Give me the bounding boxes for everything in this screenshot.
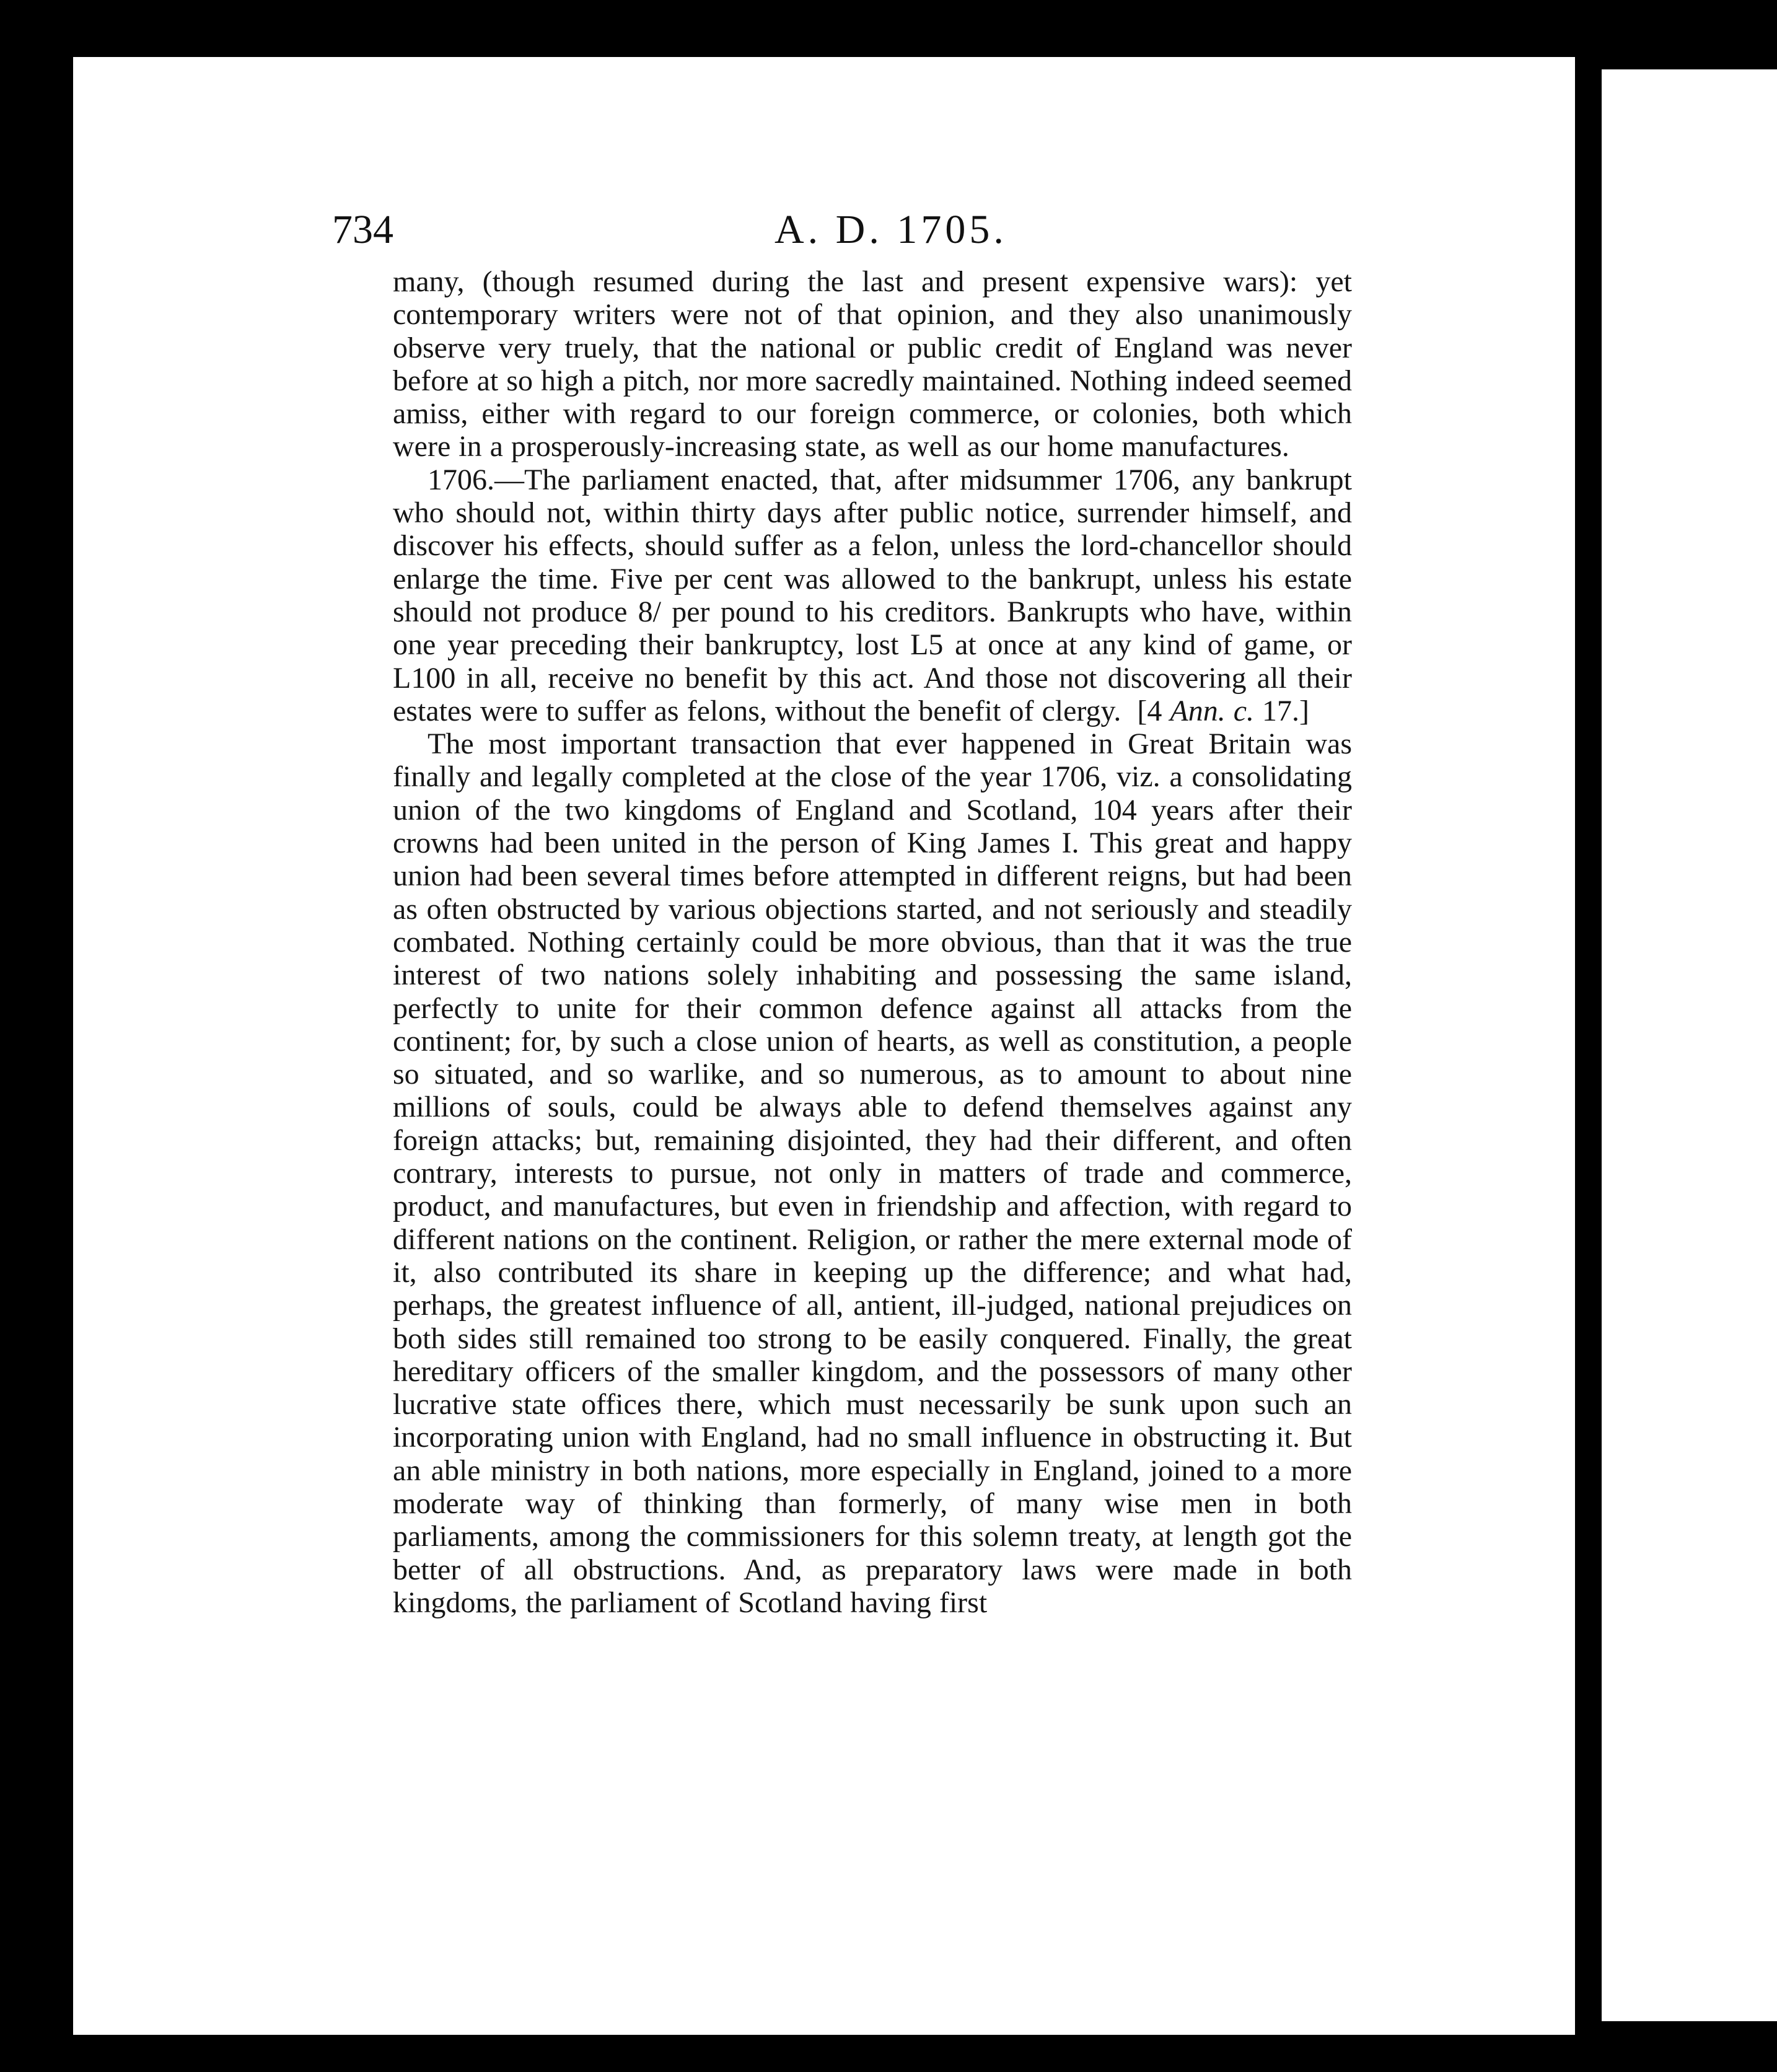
page-number: 734 — [332, 207, 393, 252]
body-text — [393, 265, 1352, 1619]
paragraph-union: The most important transaction that ever happened in Great Britain was finally and legally completed at the close of the year 1706, viz. a consolidating union of the two kingdoms of England and Scotland, 104 years after their crowns had been united in the person of King James I. This great and happy union had been several times before attempted in different reigns, but had been as often obstructed by various objections started, and not seriously and steadily combated. Nothing certainly could be more obvious, than that it was the true interest of two nations solely inhabiting and possessing the same island, perfectly to unite for their common defence against all attacks from the continent; for, by such a close union of hearts, as well as constitution, a people so situated, and so warlike, and so numerous, as to amount to about nine millions of souls, could be always able to defend themselves against any foreign attacks; but, remaining disjointed, they had their different, and often contrary, interests to pursue, not only in matters of trade and commerce, product, and manufactures, but even in friendship and affection, with regard to different nations on the continent. Religion, or rather the mere external mode of it, also contributed its share in keeping up the difference; and what had, perhaps, the greatest influence of all, antient, ill-judged, national prejudices on both sides still remained too strong to be easily conquered. Finally, the great hereditary officers of the smaller kingdom, and the possessors of many other lucrative state offices there, which must necessarily be sunk upon such an incorporating union with England, had no small influence in obstructing it. But an able ministry in both nations, more especially in England, joined to a more moderate way of thinking than formerly, of many wise men in both parliaments, among the commissioners for this solemn treaty, at length got the better of all obstructions. And, as preparatory laws were made in both kingdoms, the parliament of Scotland having first — [393, 727, 1352, 1619]
citation-italic: Ann. c. — [1170, 694, 1255, 727]
page-header — [332, 152, 1354, 252]
citation-close: 17.] — [1254, 694, 1309, 727]
citation-open: [4 — [1137, 694, 1170, 727]
paragraph-continuation: many, (though resumed during the last and present expensive wars): yet contemporary writers were not of that opinion, and they also unanimously observe very truely, that the national or public credit of England was never before at so high a pitch, nor more sacredly maintained. Nothing indeed seemed amiss, either with regard to our foreign commerce, or colonies, both which were in a prosperously-increasing state, as well as our home manufactures. — [393, 265, 1352, 463]
facing-page-edge — [1602, 69, 1777, 2021]
paragraph-bankruptcy-act — [393, 463, 1352, 727]
running-head: A. D. 1705. — [774, 207, 1007, 252]
paragraph-text: 1706.—The parliament enacted, that, after midsummer 1706, any bankrupt who should not, within thirty days after public notice, surrender himself, and discover his effects, should suffer as a felon, unless the lord-chancellor should enlarge the time. Five per cent was allowed to the bankrupt, unless his estate should not produce 8/ per pound to his creditors. Bankrupts who have, within one year preceding their bankruptcy, lost L5 at once at any kind of game, or L100 in all, receive no benefit by this act. And those not discovering all their estates were to suffer as felons, without the benefit of clergy. — [393, 463, 1352, 727]
